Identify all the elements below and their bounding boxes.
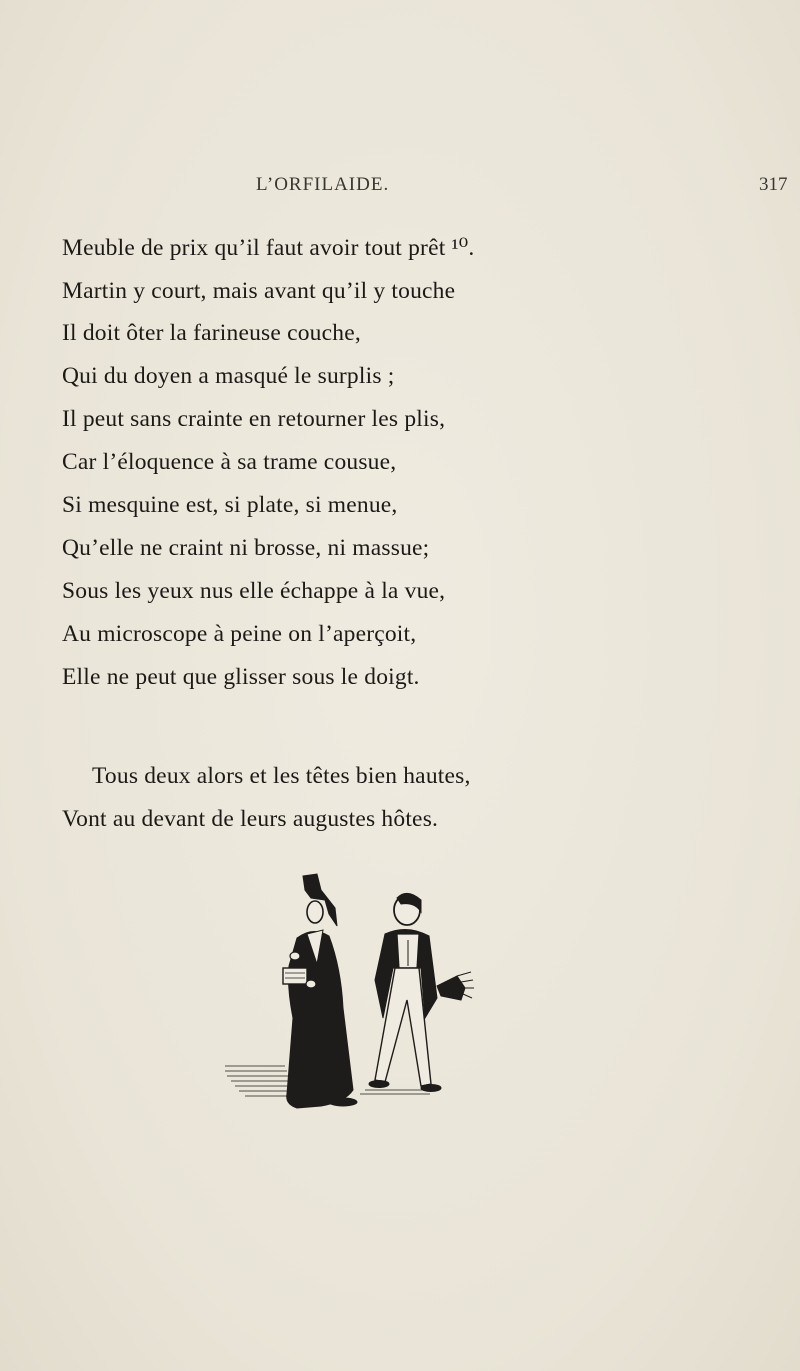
verse-line: Au microscope à peine on l’aperçoit, (62, 621, 417, 647)
verse-line: Elle ne peut que glisser sous le doigt. (62, 664, 420, 690)
verse-line: Tous deux alors et les têtes bien hautes, (92, 763, 471, 789)
verse-line: Il peut sans crainte en retourner les plis, (62, 406, 446, 432)
verse-line: Si mesquine est, si plate, si menue, (62, 492, 398, 518)
verse-line: Sous les yeux nus elle échappe à la vue, (62, 578, 446, 604)
verse-line: Il doit ôter la farineuse couche, (62, 320, 361, 346)
verse-line: Vont au devant de leurs augustes hôtes. (62, 806, 439, 832)
verse-line: Meuble de prix qu’il faut avoir tout prêt ¹⁰. (62, 235, 475, 261)
verse-line: Martin y court, mais avant qu’il y touche (62, 278, 456, 304)
verse-line: Qu’elle ne craint ni brosse, ni massue; (62, 535, 430, 561)
page-number: 317 (759, 174, 788, 195)
verse-line: Car l’éloquence à sa trame cousue, (62, 449, 397, 475)
running-title: L’ORFILAIDE. (256, 174, 390, 195)
engraving-two-figures-icon (225, 868, 475, 1113)
verse-line: Qui du doyen a masqué le surplis ; (62, 363, 395, 389)
